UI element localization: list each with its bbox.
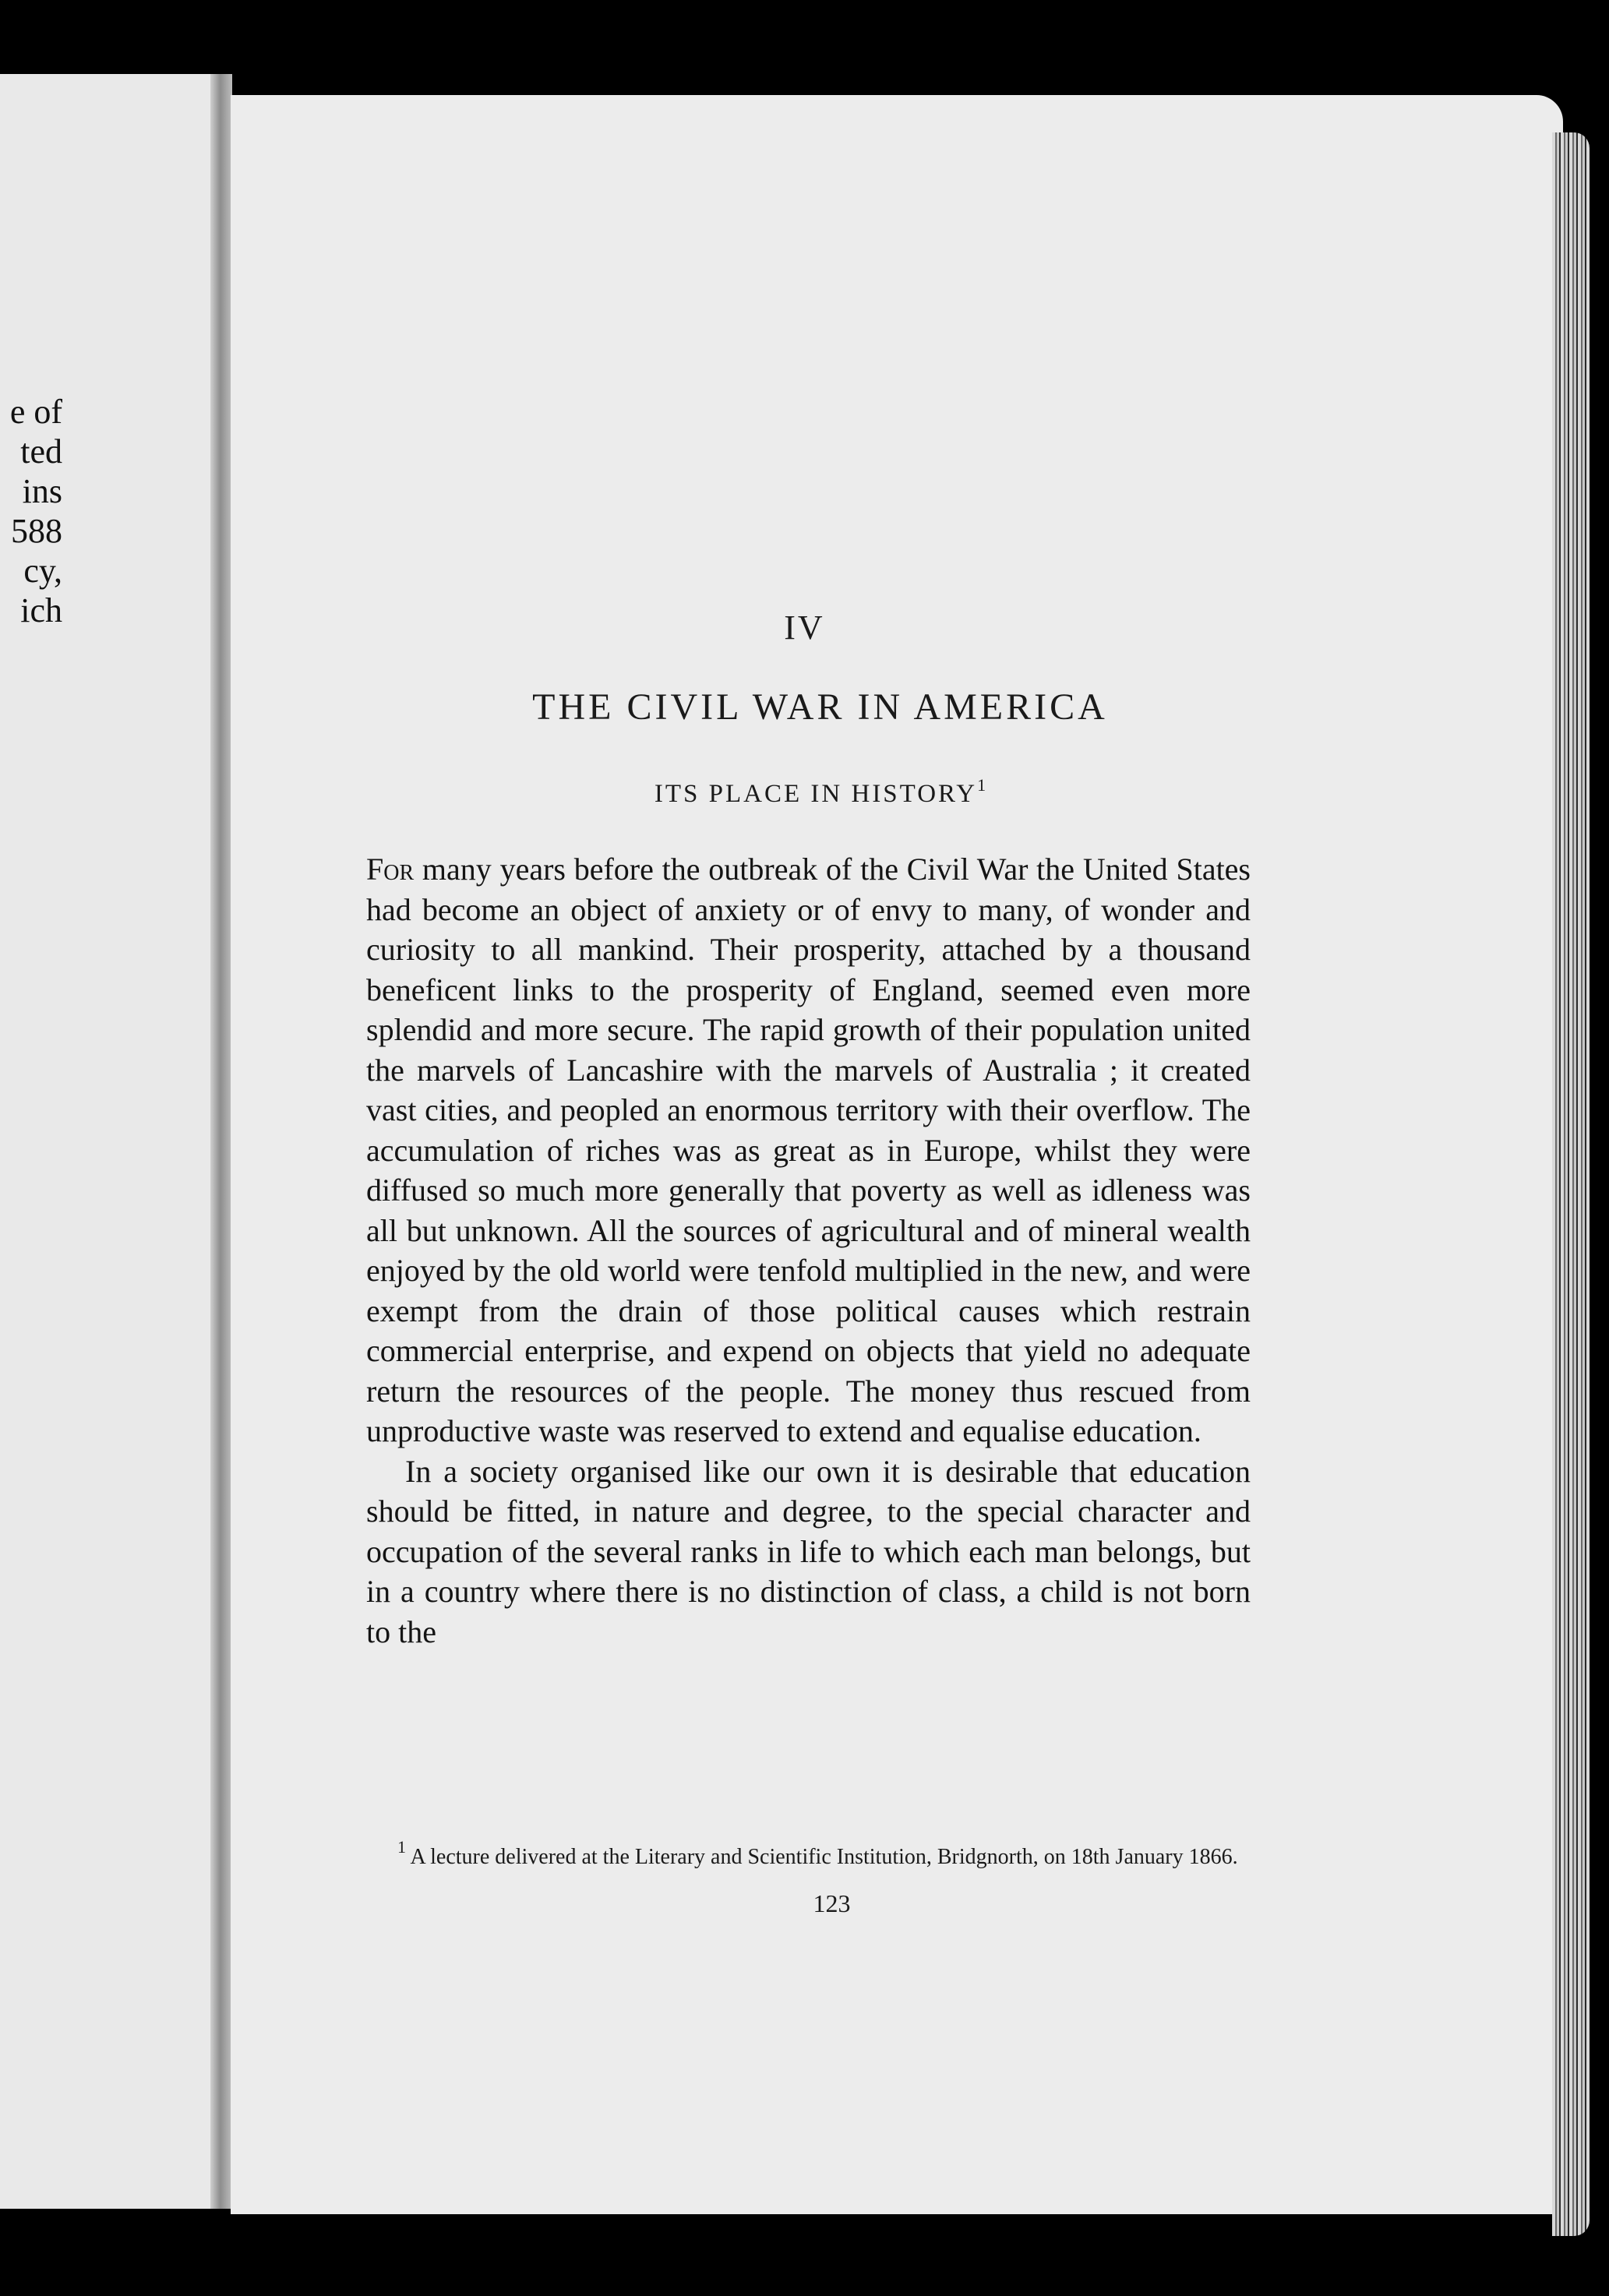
- previous-page: [0, 74, 222, 2209]
- paragraph: In a society organised like our own it is desirable that education should be fitted, in nature and degree, to the special character and occupation of the several ranks in life to which each man belongs, but in a country where there is no distinction of class, a child is not born to the: [366, 1453, 1251, 1649]
- book-gutter: [210, 74, 232, 2209]
- footnote-marker: 1: [977, 775, 986, 795]
- fragment-line: ins: [22, 472, 62, 510]
- footnote-number: 1: [397, 1837, 406, 1857]
- chapter-subtitle: [0, 775, 1609, 809]
- paragraph-text: many years before the outbreak of the Civil War the United States had become an object of anxiety or of envy to many, of wonder and curiosity to all mankind. Their prosperity, attached by a thousand beneficent links to the prosperity of England, seemed even more splendid and more secure. The rapid growth of their population united the marvels of Lancashire with the marvels of Australia ; it created vast cities, and peopled an enormous territory with their overflow. The accumulation of riches was as great as in Europe, whilst they were diffused so much more generally that poverty as well as idleness was all but unknown. All the sources of agricultural and of mineral wealth enjoyed by the old world were tenfold multiplied in the new, and were exempt from the drain of those political causes which restrain commercial enterprise, and expend on objects that yield no adequate return the resources of the people. The money thus rescued from unproductive waste was reserved to extend and equalise education.: [366, 852, 1251, 1448]
- fragment-line: cy,: [23, 552, 62, 590]
- subtitle-text: ITS PLACE IN HISTORY: [654, 780, 978, 808]
- fragment-line: ich: [20, 591, 62, 630]
- footnote-line: [366, 1834, 1251, 1871]
- chapter-title: THE CIVIL WAR IN AMERICA: [532, 686, 1108, 728]
- body-text: [366, 849, 1251, 1652]
- drop-word: For: [366, 852, 415, 887]
- previous-page-text-fragments: [0, 392, 62, 630]
- footnote-text: A lecture delivered at the Literary and Scientific Institution, Bridgnorth, on 18th January 1866.: [406, 1845, 1238, 1869]
- footnote: [366, 1834, 1251, 1871]
- page-edges: [1552, 132, 1590, 2236]
- fragment-line: ted: [20, 432, 62, 471]
- page-number: 123: [813, 1889, 851, 1917]
- fragment-line: 588: [11, 512, 62, 550]
- chapter-number: IV: [784, 608, 825, 647]
- paragraph: [366, 849, 1251, 1451]
- fragment-line: e of: [9, 393, 62, 431]
